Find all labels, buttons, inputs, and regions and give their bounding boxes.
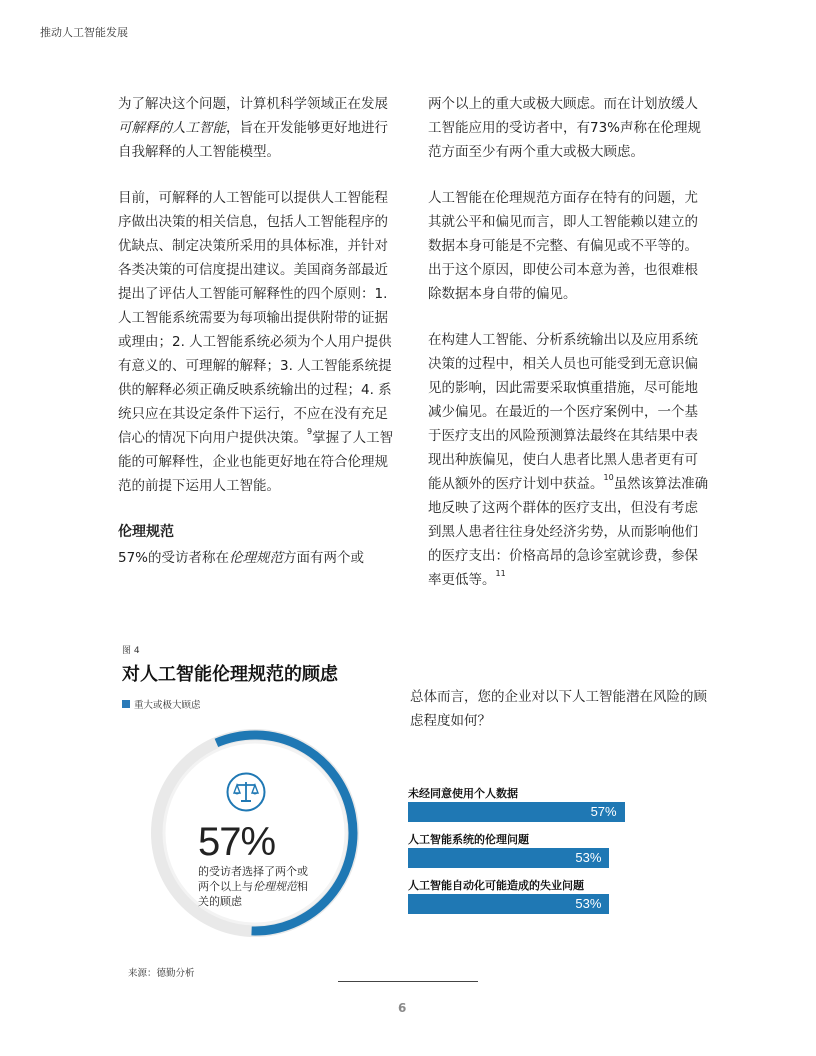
- bar-label: 人工智能系统的伦理问题: [408, 833, 529, 846]
- donut-caption: 的受访者选择了两个或两个以上与伦理规范相关的顾虑: [198, 865, 308, 908]
- paragraph: 57%的受访者称在伦理规范方面有两个或: [118, 550, 365, 566]
- footnote-ref[interactable]: 10: [603, 473, 614, 482]
- survey-question: 总体而言，您的企业对以下人工智能潜在风险的顾虑程度如何？: [410, 689, 707, 729]
- paragraph: 目前，可解释的人工智能可以提供人工智能程序做出决策的相关信息，包括人工智能程序的优缺点、制定决策所采用的具体标准，并针对各类决策的可信度提出建议。美国商务部最近提出了评估人工智能可解释性的四个原则：1. 人工智能系统需要为每项输出提供附带的证据或理由；2. 人工智能系统必须为个人用户提供有意义的、可理解的解释；3. 人工智能系统提供的解释必须正确反映系统输出的过程；4. 系统只应在其设定条件下运行，不应在没有充足信心的情况下向用户提供决策。$^9$掌握了人工智能的可解释性，企业也能更好地在符合伦理规范的前提下运用人工智能。: [118, 190, 394, 494]
- page-number: 6: [398, 1001, 407, 1015]
- legend: [122, 697, 201, 711]
- donut-center: [198, 820, 318, 909]
- figure-title: 对人工智能伦理规范的顾虑: [122, 664, 338, 685]
- source-note: 来源：德勤分析: [128, 968, 195, 979]
- bar: [408, 848, 609, 868]
- bar-value-label: 57%: [590, 804, 617, 819]
- bar: [408, 894, 609, 914]
- right-column: [428, 92, 710, 614]
- bar-label: 人工智能自动化可能造成的失业问题: [408, 879, 584, 892]
- section-heading: 伦理规范: [118, 524, 174, 540]
- paragraph: 在构建人工智能、分析系统输出以及应用系统决策的过程中，相关人员也可能受到无意识偏见的影响，因此需要采取慎重措施，尽可能地减少偏见。在最近的一个医疗案例中，一个基于医疗支出的风险预测算法最终在其结果中表现出种族偏见，使白人患者比黑人患者更有可能从额外的医疗计划中获益。$^{10}$虽然该算法准确地反映了这两个群体的医疗支出，但没有考虑到黑人患者往往身处经济劣势，从而影响他们的医疗支出：价格高昂的急诊室就诊费，参保率更低等。$^{11}$: [428, 332, 709, 588]
- bar: [408, 802, 625, 822]
- bar-value-label: 53%: [575, 850, 602, 865]
- footnote-ref[interactable]: 11: [495, 569, 506, 578]
- paragraph: 人工智能在伦理规范方面存在特有的问题，尤其就公平和偏见而言，即人工智能赖以建立的数据本身可能是不完整、有偏见或不平等的。出于这个原因，即使公司本意为善，也很难根除数据本身自带的偏见。: [428, 190, 698, 302]
- legend-swatch: [122, 700, 130, 708]
- figure-label: 图 4: [122, 646, 140, 656]
- bar-value-label: 53%: [575, 896, 602, 911]
- running-head: 推动人工智能发展: [40, 26, 128, 39]
- bar-item: [408, 832, 609, 868]
- footnote-ref[interactable]: 9: [307, 427, 313, 436]
- bar-item: [408, 786, 625, 822]
- left-column: [118, 92, 396, 570]
- footer-rule: [338, 981, 478, 982]
- paragraph: 为了解决这个问题，计算机科学领域正在发展可解释的人工智能，旨在开发能够更好地进行自我解释的人工智能模型。: [118, 96, 388, 160]
- legend-label: 重大或极大顾虑: [134, 700, 201, 711]
- big-percentage: 57%: [198, 820, 276, 864]
- bar-item: [408, 878, 609, 914]
- paragraph: 两个以上的重大或极大顾虑。而在计划放缓人工智能应用的受访者中，有73%声称在伦理规范方面至少有两个重大或极大顾虑。: [428, 96, 702, 160]
- bar-label: 未经同意使用个人数据: [408, 787, 518, 800]
- scale-icon: [226, 772, 266, 812]
